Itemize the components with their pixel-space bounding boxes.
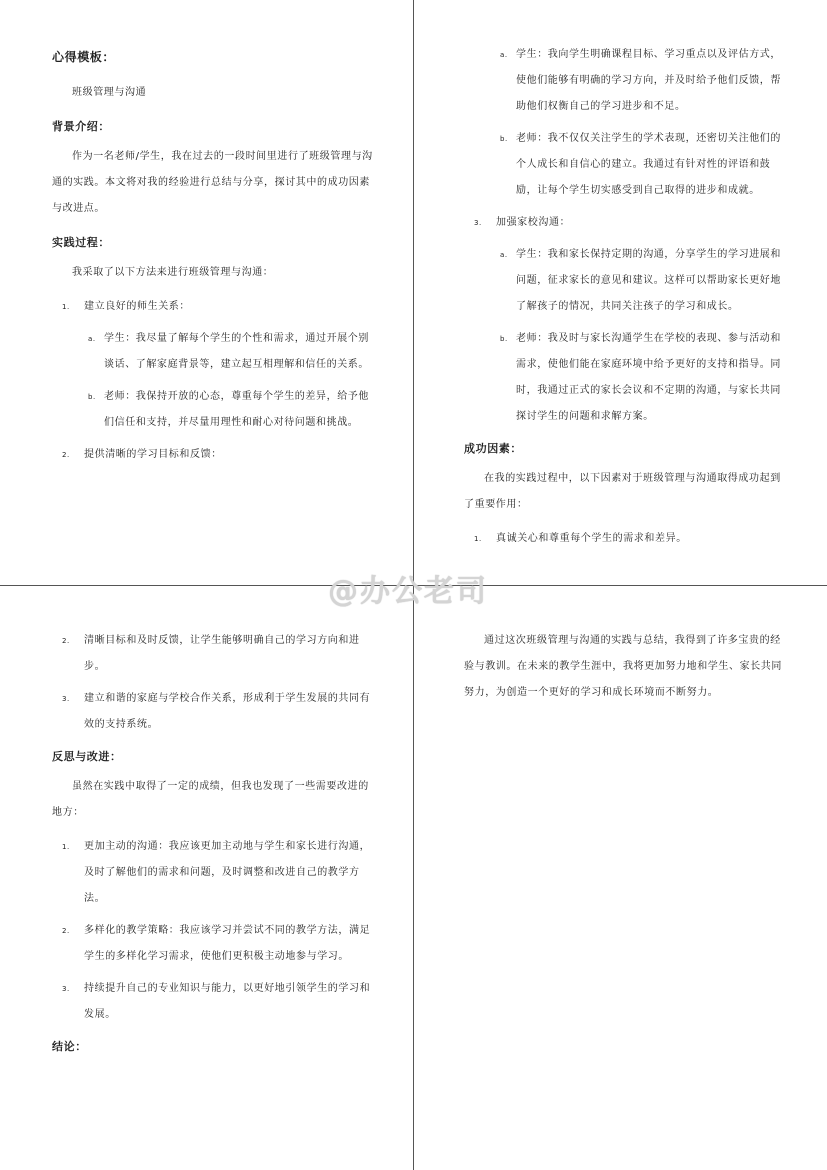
sub-list-text: 老师：我及时与家长沟通学生在学校的表现、参与活动和需求，使他们能在家庭环境中给予更好的支持和指导。同时，我通过正式的家长会议和不定期的沟通，与家长共同探讨学生的问题和求解方案。	[516, 333, 781, 422]
list-item	[62, 686, 374, 738]
list-number: 2.	[62, 927, 70, 935]
heading-reflection: 反思与改进：	[52, 750, 122, 763]
sub-list-text: 学生：我尽量了解每个学生的个性和需求，通过开展个别谈话、了解家庭背景等，建立起互相理解和信任的关系。	[104, 333, 369, 370]
list-item	[62, 442, 374, 468]
conclusion-paragraph: 通过这次班级管理与沟通的实践与总结，我得到了许多宝贵的经验与教训。在未来的教学生涯中，我将更加努力地和学生、家长共同努力，为创造一个更好的学习和成长环境而不断努力。	[464, 635, 782, 698]
list-item-text: 清晰目标和及时反馈，让学生能够明确自己的学习方向和进步。	[84, 635, 360, 672]
page-bottom-right	[464, 628, 786, 714]
list-item	[474, 210, 786, 236]
sub-list-item	[500, 126, 786, 204]
heading-conclusion: 结论：	[52, 1040, 87, 1053]
sub-list-item	[88, 384, 374, 436]
list-item-text: 加强家校沟通：	[496, 217, 571, 228]
sub-list-item	[500, 242, 786, 320]
list-item-text: 多样化的教学策略：我应该学习并尝试不同的教学方法，满足学生的多样化学习需求，使他们更积极主动地参与学习。	[84, 925, 371, 962]
sub-list-text: 老师：我不仅仅关注学生的学术表现，还密切关注他们的个人成长和自信心的建立。我通过有针对性的评语和鼓励，让每个学生切实感受到自己取得的进步和成就。	[516, 133, 781, 196]
list-item-text: 更加主动的沟通：我应该更加主动地与学生和家长进行沟通，及时了解他们的需求和问题，及时调整和改进自己的教学方法。	[84, 841, 371, 904]
sub-list-item	[88, 326, 374, 378]
sub-list-text: 学生：我向学生明确课程目标、学习重点以及评估方式，使他们能够有明确的学习方向，并及时给予他们反馈，帮助他们权衡自己的学习进步和不足。	[516, 49, 781, 112]
sub-list-text: 学生：我和家长保持定期的沟通，分享学生的学习进展和问题，征求家长的意见和建议。这样可以帮助家长更好地了解孩子的情况，共同关注孩子的学习和成长。	[516, 249, 781, 312]
list-item-text: 建立和谐的家庭与学校合作关系，形成利于学生发展的共同有效的支持系统。	[84, 693, 371, 730]
page-bottom-left	[52, 628, 374, 1064]
success-intro: 在我的实践过程中，以下因素对于班级管理与沟通取得成功起到了重要作用：	[464, 473, 781, 510]
watermark: @办公老司	[328, 574, 488, 609]
list-item	[62, 918, 374, 970]
list-item	[62, 628, 374, 680]
list-number: 1.	[474, 535, 482, 543]
list-item	[62, 976, 374, 1028]
list-number: 1.	[62, 843, 70, 851]
heading-success: 成功因素：	[464, 442, 522, 455]
document-title: 心得模板：	[52, 50, 116, 64]
sub-list-marker: a.	[500, 251, 508, 259]
sub-list-text: 老师：我保持开放的心态，尊重每个学生的差异，给予他们信任和支持，并尽量用理性和耐心对待问题和挑战。	[104, 391, 369, 428]
page-top-left	[52, 42, 374, 474]
sub-list-marker: a.	[88, 335, 96, 343]
sub-list-marker: b.	[500, 135, 508, 143]
list-item-text: 建立良好的师生关系：	[84, 301, 190, 312]
list-item-text: 提供清晰的学习目标和反馈：	[84, 449, 222, 460]
sub-list-marker: a.	[500, 51, 508, 59]
page-top-right	[464, 42, 786, 558]
list-item-text: 持续提升自己的专业知识与能力，以更好地引领学生的学习和发展。	[84, 983, 371, 1020]
sub-list-marker: b.	[88, 393, 96, 401]
reflection-intro: 虽然在实践中取得了一定的成绩，但我也发现了一些需要改进的地方：	[52, 781, 369, 818]
practice-intro: 我采取了以下方法来进行班级管理与沟通：	[72, 267, 274, 278]
sub-list-marker: b.	[500, 335, 508, 343]
list-item-text: 真诚关心和尊重每个学生的需求和差异。	[496, 533, 687, 544]
sub-list-item	[500, 326, 786, 430]
heading-background: 背景介绍：	[52, 120, 110, 133]
list-number: 3.	[62, 985, 70, 993]
list-number: 3.	[474, 219, 482, 227]
list-number: 2.	[62, 637, 70, 645]
list-number: 2.	[62, 451, 70, 459]
background-paragraph: 作为一名老师/学生，我在过去的一段时间里进行了班级管理与沟通的实践。本文将对我的经验进行总结与分享，探讨其中的成功因素与改进点。	[52, 151, 373, 214]
sub-list-item	[500, 42, 786, 120]
list-number: 3.	[62, 695, 70, 703]
list-item	[62, 834, 374, 912]
list-item	[474, 526, 786, 552]
heading-practice: 实践过程：	[52, 236, 110, 249]
list-number: 1.	[62, 303, 70, 311]
list-item	[62, 294, 374, 320]
document-subtitle: 班级管理与沟通	[72, 87, 147, 98]
